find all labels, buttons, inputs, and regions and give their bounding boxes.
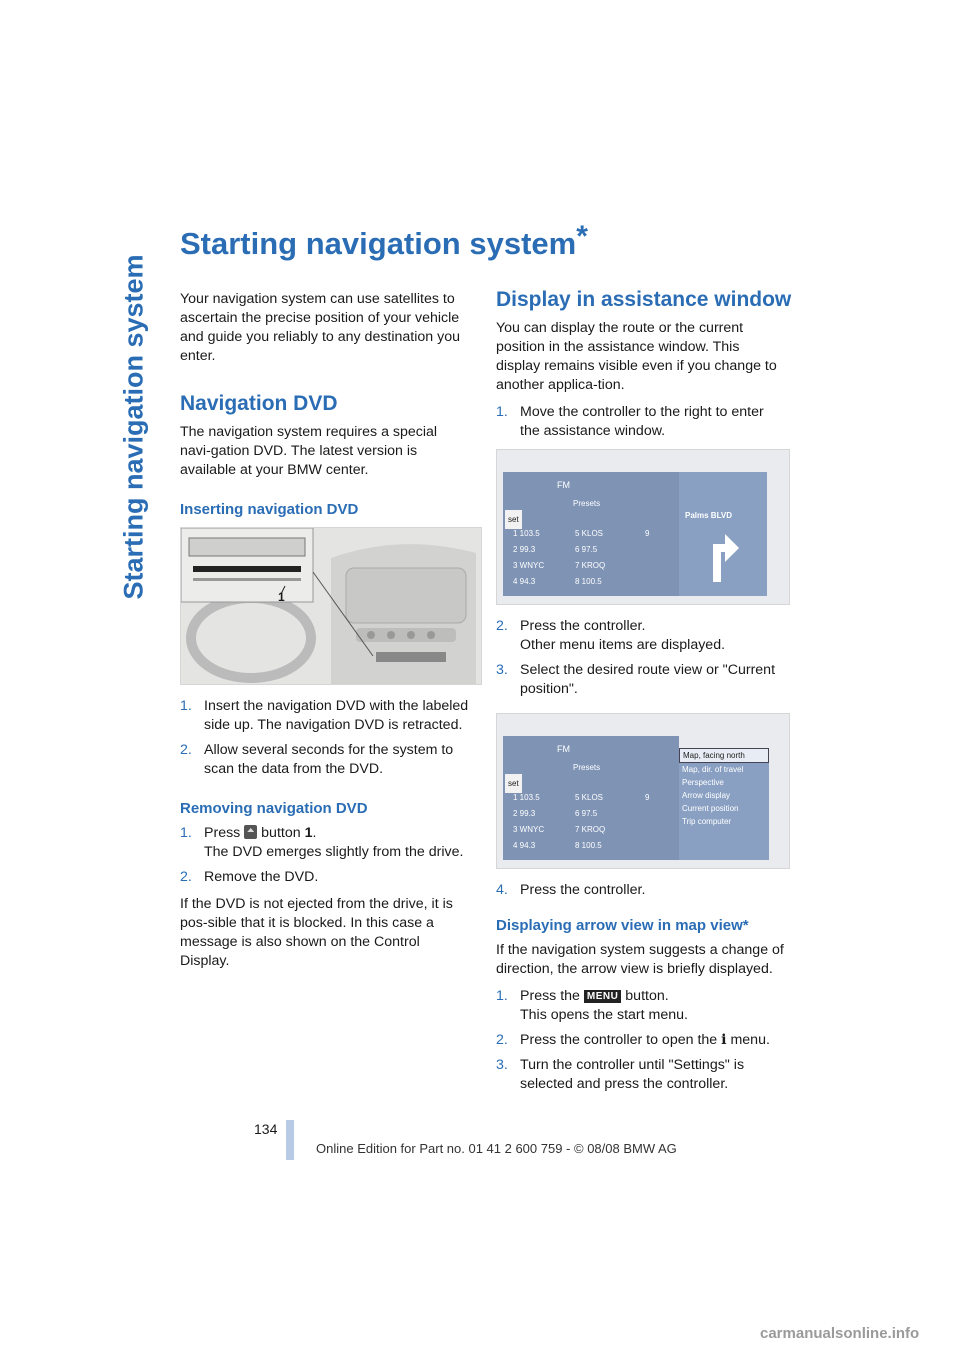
menu-item: Perspective [682,778,724,787]
info-icon: i [721,1032,727,1048]
menu-item: Trip computer [682,817,732,826]
table-row: 4 94.3 8 100.5 [513,841,602,850]
presets-label: Presets [573,763,601,772]
removing-steps [180,824,470,887]
menu-item: Map, dir. of travel [682,765,744,774]
footer-accent-bar [286,1120,294,1160]
band-label: FM [557,744,570,754]
side-chapter-title: Starting navigation system [118,254,149,600]
right-column [496,288,792,1102]
assistance-steps-a [496,403,786,441]
assistance-heading: Display in assistance window [496,288,792,311]
table-row: 3 WNYC 7 KROQ [513,825,606,834]
table-row: 4 94.3 8 100.5 [513,577,602,586]
inserting-heading: Inserting navigation DVD [180,501,359,518]
footer-text: Online Edition for Part no. 01 41 2 600 759 - © 08/08 BMW AG [316,1141,677,1156]
list-item: 1. Press the MENU button. This opens the start menu. [496,988,688,1023]
intro-paragraph: Your navigation system can use satellites to ascertain the precise position of your vehicle and guide you reliably to any destination you enter. [180,291,461,364]
turn-arrow-icon [697,530,753,582]
nav-dvd-body: The navigation system requires a special navi-gation DVD. The latest version is available at your BMW center. [180,424,438,478]
dvd-slot-photo [180,527,482,685]
table-row: 2 99.3 6 97.5 [513,809,598,818]
assistance-steps-b [496,617,786,699]
preset-list [513,790,675,854]
menu-item: Current position [682,804,739,813]
assistance-window-screenshot [496,449,790,605]
list-item: 3. Select the desired route view or "Current position". [496,662,776,697]
list-item: 3. Turn the controller until "Settings" is selected and press the controller. [496,1057,745,1092]
title-asterisk: * [576,220,588,253]
band-label: FM [557,480,570,490]
assistance-body: You can display the route or the current position in the assistance window. This display remains visible even if you change to another applica-tion. [496,320,777,393]
table-row: 3 WNYC 7 KROQ [513,561,606,570]
eject-button-icon [244,825,257,839]
street-label: Palms BLVD [685,511,732,520]
inserting-steps [180,697,470,779]
page-number: 134 [254,1121,278,1137]
list-item: 2. Press the controller. Other menu items are displayed. [496,618,726,653]
list-item: 4. Press the controller. [496,882,646,898]
table-row: 2 99.3 6 97.5 [513,545,598,554]
arrow-view-body: If the navigation system suggests a change of direction, the arrow view is briefly displayed. [496,942,784,977]
preset-list [513,526,675,590]
nav-dvd-heading: Navigation DVD [180,392,338,415]
table-row: 1 103.5 5 KLOS 9 [513,529,650,538]
page-title: Starting navigation system* [180,220,588,261]
list-item: 1. Insert the navigation DVD with the labeled side up. The navigation DVD is retracted. [180,698,469,733]
presets-label: Presets [573,499,601,508]
route-view-menu-screenshot [496,713,790,869]
menu-item: Arrow display [682,791,731,800]
list-item: 2. Remove the DVD. [180,869,319,885]
list-item: 2. Press the controller to open the i menu. [496,1032,770,1048]
removing-heading: Removing navigation DVD [180,800,368,817]
removing-note: If the DVD is not ejected from the drive, it is pos-sible that it is blocked. In this case a message is also shown on the Control Display. [180,896,453,969]
list-item: 2. Allow several seconds for the system to scan the data from the DVD. [180,742,454,777]
set-label: set [505,510,522,529]
image-callout-1: 1 [278,590,285,604]
menu-item-selected: Map, facing north [679,748,769,763]
assistance-steps-c [496,881,786,900]
list-item: 1. Press button 1. The DVD emerges slightly from the drive. [180,825,464,860]
watermark: carmanualsonline.info [760,1325,920,1342]
table-row: 1 103.5 5 KLOS 9 [513,793,650,802]
arrow-view-steps [496,987,786,1094]
route-view-menu [679,748,769,860]
left-column [180,290,470,979]
menu-button-icon: MENU [584,990,621,1003]
set-label: set [505,774,522,793]
arrow-view-heading: Displaying arrow view in map view* [496,917,749,934]
list-item: 1. Move the controller to the right to enter the assistance window. [496,404,764,439]
